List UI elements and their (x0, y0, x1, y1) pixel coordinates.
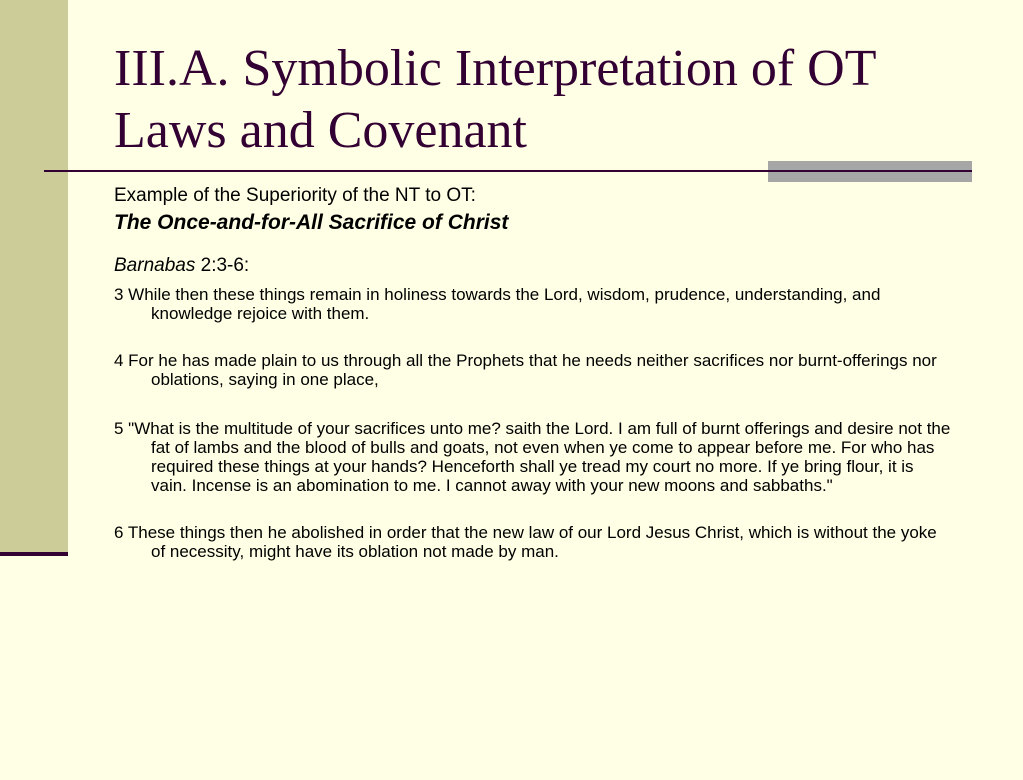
verse-6: 6 These things then he abolished in order that the new law of our Lord Jesus Christ, which is without the yoke of necessity, might have its oblation not made by man. (114, 523, 937, 561)
verse-3: 3 While then these things remain in holiness towards the Lord, wisdom, prudence, understanding, and knowledge rejoice with them. (114, 285, 881, 323)
left-sidebar-bar (0, 0, 68, 552)
title-accent-line (768, 170, 972, 172)
source-book: Barnabas (114, 255, 196, 276)
source-reference: 2:3-6: (195, 255, 250, 276)
verse-5: 5 "What is the multitude of your sacrifices unto me? saith the Lord. I am full of burnt offerings and desire not the fat of lambs and the blood of bulls and goats, not even when ye come to appear before me. For who has required these things at your hands? Henceforth shall ye tread my court no more. If ye bring flour, it is vain. Incense is an abomination to me. I cannot away with your new moons and sabbaths." (114, 419, 951, 495)
slide-title: III.A. Symbolic Interpretation of OT Laws and Covenant (114, 40, 876, 159)
left-sidebar-bottom-rule (0, 552, 68, 556)
intro-text: Example of the Superiority of the NT to OT: (114, 185, 476, 206)
source-citation (114, 253, 954, 279)
slide-body (114, 183, 954, 561)
verse-4: 4 For he has made plain to us through all the Prophets that he needs neither sacrifices nor burnt-offerings nor oblations, saying in one place, (114, 351, 937, 389)
slide-subtitle: The Once-and-for-All Sacrifice of Christ (114, 211, 509, 234)
